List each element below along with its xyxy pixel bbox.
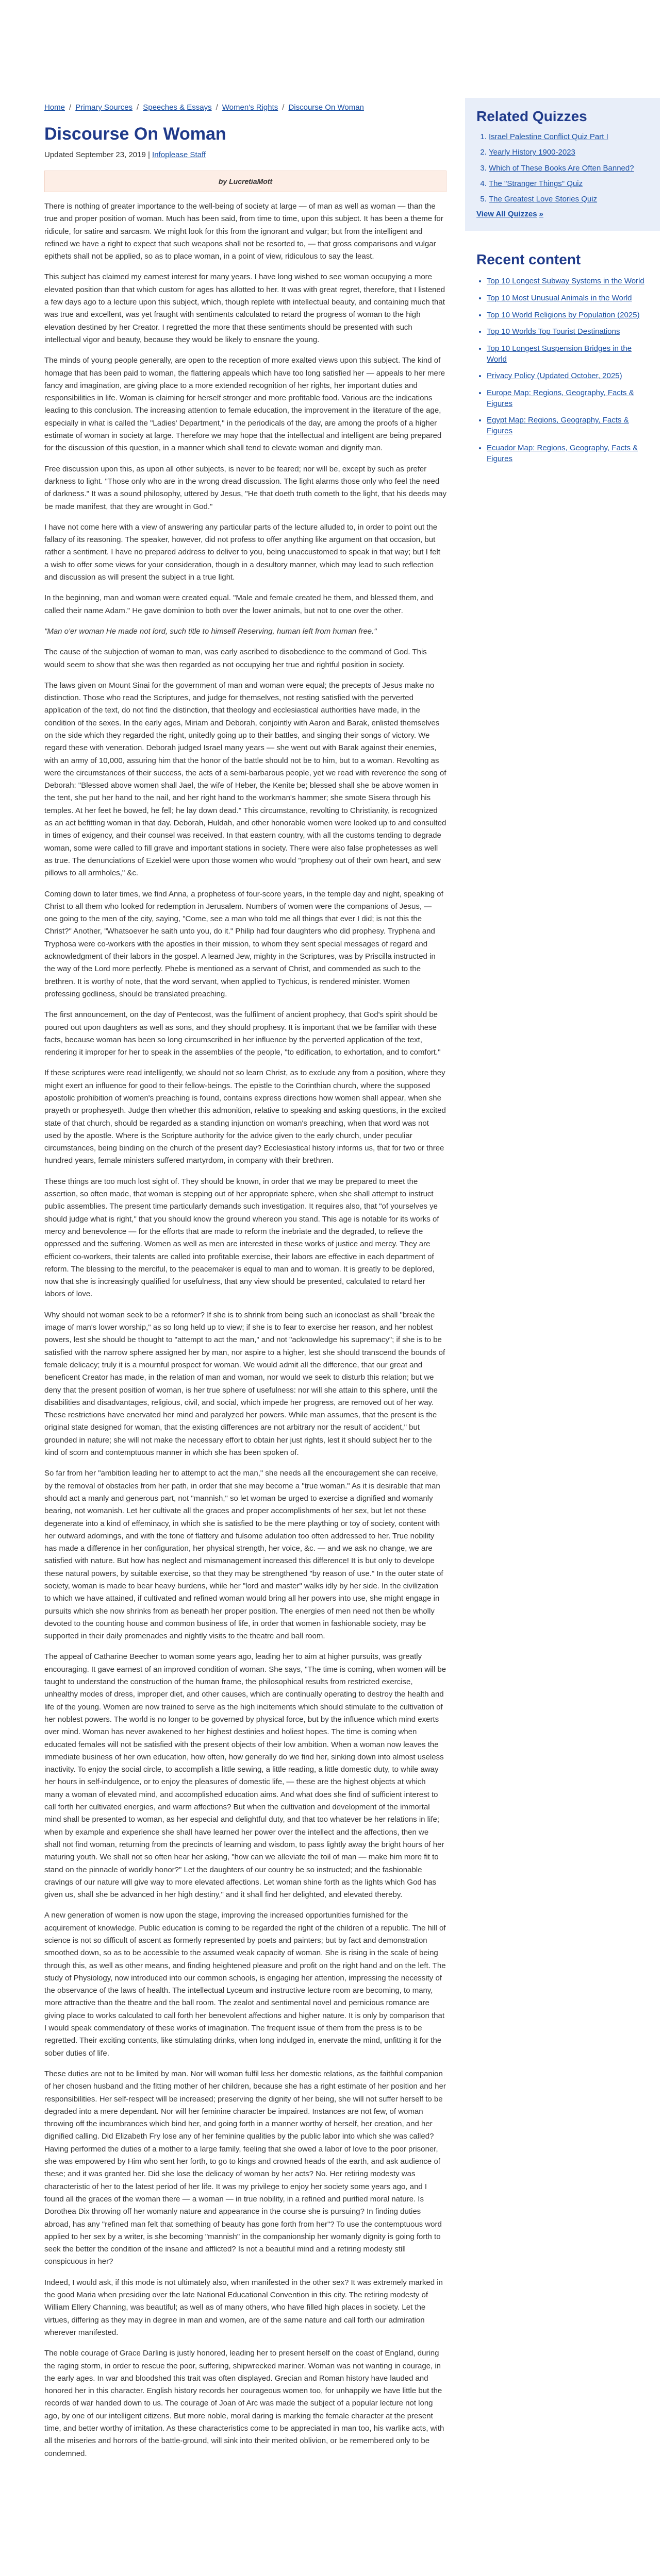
recent-content-link[interactable]: Egypt Map: Regions, Geography, Facts & Figures [487, 416, 629, 436]
article-paragraph: I have not come here with a view of answering any particular parts of the lecture alluded to, in order to point out the fallacy of its reasoning. The speaker, however, did not profess to offer anything like argument on that occasion, but rather a sentiment. I have no prepared address to deliver to you, being unaccustomed to speak in that way; but I felt a wish to offer some views for your consideration, though in a desultory manner, which may lead to such reflection and discussion as will present the subject in a true light. [44, 522, 440, 582]
byline: by LucretiaMott [218, 177, 273, 185]
related-quiz-item[interactable] [489, 132, 649, 142]
related-quiz-item[interactable] [489, 147, 649, 158]
article-paragraph: There is nothing of greater importance to the well-being of society at large — of man as well as woman — than the true and proper position of woman. Much has been said, from time to time, upon this subject. It has been a theme for ridicule, for satire and sarcasm. We might look for this from the ignorant and vulgar; but from the intelligent and refined we have a right to expect that such weapons shall not be resorted to, — that gross comparisons and vulgar epithets shall not be applied, so as to place woman, in a point of view, ridiculous to say the least. [44, 202, 443, 261]
recent-content-item[interactable] [487, 276, 649, 287]
view-all-quizzes-link[interactable] [476, 210, 649, 218]
article-paragraph: The cause of the subjection of woman to man, was early ascribed to disobedience to the command of God. This would seem to show that she was then regarded as not occupying her true and rightful position in society. [44, 648, 427, 669]
breadcrumb-separator: / [216, 103, 218, 112]
recent-content-link[interactable]: Top 10 Longest Subway Systems in the World [487, 277, 644, 286]
breadcrumb-separator: / [137, 103, 139, 112]
related-quizzes-list [476, 132, 649, 205]
recent-content-link[interactable]: Top 10 Longest Suspension Bridges in the World [487, 344, 632, 364]
article-paragraph: Free discussion upon this, as upon all other subjects, is never to be feared; nor will be, except by such as prefer darkness to light. "Those only who are in the wrong dread discussion. The light alarms those only who feel the need of darkness." It was a sound philosophy, uttered by Jesus, "He that doeth truth cometh to the light, that his deeds may be made manifest, that they are wrought in God." [44, 464, 446, 511]
article-paragraph: So far from her "ambition leading her to attempt to act the man," she needs all the encouragement she can receive, by the removal of obstacles from her path, in order that she may become a "true woman." As it is desirable that man should act a manly and generous part, not "mannish," so let woman be urged to exercise a dignified and womanly bearing, not womanish. Let her cultivate all the graces and proper accomplishments of her sex, but let not these degenerate into a kind of effeminacy, in which she is satisfied to be the mere plaything or toy of society, content with her outward adornings, and with the tone of flattery and fulsome adulation too often addressed to her. True nobility has made a difference in her configuration, her physical strength, her voice, &c. — and we ask no change, we are satisfied with nature. But how has neglect and mismanagement increased this difference! It is but only to develope these natural powers, by suitable exercise, so that they may be strengthened "by reason of use." In the outer state of society, woman is made to bear heavy burdens, while her "lord and master" walks idly by her side. In the civilization to which we have attained, if cultivated and refined woman would bring all her powers into use, she might engage in pursuits which she now shrinks from as beneath her proper position. The energies of men need not then be wholly devoted to the counting house and common business of life, in order that women in fashionable society, may be supported in their daily promenades and nightly visits to the theatre and ball room. [44, 1469, 443, 1641]
article-paragraph: The noble courage of Grace Darling is justly honored, leading her to present herself on the coast of England, during the raging storm, in order to rescue the poor, suffering, shipwrecked mariner. Woman was not wanting in courage, in the early ages. In war and bloodshed this trait was often displayed. Grecian and Roman history have lauded and honored her in this character. English history records her courageous women too, for unhappily we have little but the records of war handed down to us. The courage of Joan of Arc was made the subject of a popular lecture not long ago, by one of our intelligent citizens. But more noble, moral daring is marking the female character at the present time, and better worthy of imitation. As these characteristics come to be appreciated in man too, his warlike acts, with all the miseries and horrors of the battle-ground, will sink into their merited oblivion, or be remembered only to be condemned. [44, 2349, 444, 2458]
recent-content-item[interactable] [487, 443, 649, 464]
article-paragraph: These duties are not to be limited by man. Nor will woman fulfil less her domestic relations, as the faithful companion of her chosen husband and the fitting mother of her children, because she has a right estimate of her position and her responsibilities. Her self-respect will be increased; preserving the dignity of her being, she will not suffer herself to be degraded into a mere dependant. Nor will her feminine character be impaired. Instances are not few, of woman throwing off the incumbrances which bind her, and going forth in a manner worthy of herself, her creation, and her dignified calling. Did Elizabeth Fry lose any of her feminine qualities by the public labor into which she was called? Having performed the duties of a mother to a large family, feeling that she owed a labor of love to the poor prisoner, she was empowered by Him who sent her forth, to go to kings and crowned heads of the earth, and ask audience of these; and it was granted her. Did she lose the delicacy of woman by her acts? No. Her retiring modesty was characteristic of her to the latest period of her life. It was my privilege to enjoy her society some years ago, and I found all the graces of the woman there — a woman — in true nobility, in a refined and purified moral nature. Is Dorothea Dix throwing off her womanly nature and appearance in the course she is pursuing? In finding duties abroad, has any "refined man felt that something of beauty has gone forth from her"? To use the contemptuous word applied to her sex by a writer, is she becoming "mannish" in the companionship her womanly dignity is going forth to seek the better the condition of the insane and afflicted? Is not a beautiful mind and a retiring modesty still conspicuous in her? [44, 2069, 446, 2266]
recent-content-heading: Recent content [476, 251, 581, 268]
recent-content-item[interactable] [487, 371, 649, 382]
article-quote: "Man o'er woman He made not lord, such title to himself Reserving, human left from human free." [44, 626, 377, 636]
related-quizzes-widget [465, 98, 660, 231]
recent-content-link[interactable]: Europe Map: Regions, Geography, Facts & Figures [487, 388, 634, 408]
article-paragraph: Indeed, I would ask, if this mode is not ultimately also, when manifested in the other sex? It was extremely marked in the good Maria when presiding over the late National Educational Convention in this city. The retiring modesty of William Ellery Channing, was beautiful; as well as of many others, who have filled high places in society. Let the virtues, differing as they may in degree in man and women, are of the same nature and call forth our admiration wherever manifested. [44, 2278, 443, 2337]
article-paragraph: A new generation of women is now upon the stage, improving the increased opportunities furnished for the acquirement of knowledge. Public education is coming to be regarded the right of the children of a republic. The hill of science is not so difficult of ascent as formerly represented by poets and painters; but by fact and demonstration smoothed down, so as to be accessible to the assumed weak capacity of woman. She is rising in the scale of being through this, as well as other means, and finding heightened pleasure and profit on the right hand and on the left. The study of Physiology, now introduced into our common schools, is engaging her attention, impressing the necessity of the observance of the laws of health. The intellectual Lyceum and instructive lecture room are becoming, to many, more attractive than the theatre and the ball room. The zealot and sentimental novel and pernicious romance are giving place to works calculated to call forth her benevolent affections and higher nature. It is only by comparison that I would speak commendatory of these works of imagination. The frequent issue of them from the press is to be regretted. Their exciting contents, like stimulating drinks, when long indulged in, enervate the mind, unfitting it for the sober duties of life. [44, 1911, 446, 2058]
recent-content-item[interactable] [487, 344, 649, 365]
related-quiz-item[interactable] [489, 179, 649, 189]
recent-content-link[interactable]: Ecuador Map: Regions, Geography, Facts & Figures [487, 443, 638, 463]
breadcrumb-current-page[interactable]: Discourse On Woman [288, 103, 364, 112]
article-paragraph: The first announcement, on the day of Pentecost, was the fulfilment of ancient prophecy, that God's spirit should be poured out upon daughters as well as sons, and they should prophesy. It is important that we be familiar with these facts, because woman has been so long circumscribed in her influence by the perverted application of the text, rendering it improper for her to speak in the assemblies of the people, "to edification, to exhortation, and to comfort." [44, 1010, 441, 1057]
sidebar [465, 98, 660, 470]
related-quiz-link[interactable]: Which of These Books Are Often Banned? [489, 163, 634, 173]
recent-content-item[interactable] [487, 388, 649, 409]
recent-content-link[interactable]: Privacy Policy (Updated October, 2025) [487, 371, 622, 381]
related-quiz-link[interactable]: The Greatest Love Stories Quiz [489, 195, 598, 204]
breadcrumb-separator: / [282, 103, 285, 112]
article-paragraph: These things are too much lost sight of. They should be known, in order that we may be prepared to meet the assertion, so often made, that woman is stepping out of her appropriate sphere, when she shall attempt to instruct public assemblies. The present time particularly demands such investigation. It requires also, that "of yourselves ye should judge what is right," that you should know the ground whereon you stand. This age is notable for its works of mercy and benevolence — for the efforts that are made to reform the inebriate and the degraded, to relieve the oppressed and the suffering. Women as well as men are interested in these works of justice and mercy. They are efficient co-workers, their talents are called into profitable exercise, their labors are effective in each department of reform. The blessing to the merciful, to the peacemaker is equal to man and to woman. It is greatly to be deplored, now that she is increasingly qualified for usefulness, that any view should be presented, calculated to retard her labors of love. [44, 1177, 439, 1299]
recent-content-link[interactable]: Top 10 Worlds Top Tourist Destinations [487, 327, 620, 336]
recent-content-item[interactable] [487, 415, 649, 436]
article-paragraph: If these scriptures were read intelligently, we should not so learn Christ, as to exclude any from a position, where they might exert an influence for good to their fellow-beings. The epistle to the Corinthian church, where the supposed apostolic prohibition of women's preaching is found, contains express directions how women shall appear, when she prayeth or prophesyeth. Judge then whether this admonition, relative to speaking and asking questions, in the excited state of that church, should be regarded as a standing injunction on woman's preaching, when that word was not used by the apostle. Where is the Scripture authority for the advice given to the early church, under peculiar circumstances, being binding on the church of the present day? Ecclesiastical history informs us, that for two or three hundred years, female ministers suffered martyrdom, in company with their brethren. [44, 1069, 446, 1165]
recent-content-item[interactable] [487, 293, 649, 304]
recent-content-item[interactable] [487, 327, 649, 337]
recent-content-list [476, 276, 649, 464]
article-paragraph: The appeal of Catharine Beecher to woman some years ago, leading her to aim at higher pursuits, was greatly encouraging. It gave earnest of an improved condition of woman. She says, "The time is coming, when women will be taught to understand the construction of the human frame, the philosophical results from restricted exercise, unhealthy modes of dress, improper diet, and other causes, which are continually operating to destroy the health and life of the young. Women are now trained to serve as the high incitements which should stimulate to the cultivation of her noblest powers. The world is no longer to be governed by physical force, but by the influence which mind exerts over mind. Woman has never awakened to her highest destinies and holiest hopes. The time is coming when educated females will not be satisfied with the present objects of their low ambition. When a woman now leaves the immediate business of her own education, how often, how generally do we find her, sinking down into almost useless inactivity. To enjoy the social circle, to accomplish a little sewing, a little reading, a little domestic duty, to while away her hours in self-indulgence, or to enjoy the pleasures of domestic life, — these are the highest objects at which many a woman of elevated mind, and accomplished education aims. And what does she find of sufficient interest to call forth her cultivated energies, and warm affections? But when the cultivation and development of the immortal mind shall be presented to woman, as her especial and delightful duty, and that too whatever be her relations in life; when by example and experience she shall have learned her power over the intellect and the affections, then we shall not find woman, returning from the precincts of learning and wisdom, to pass lightly away the bright hours of her maturing youth. We shall not so often hear her asking, "how can we alleviate the toil of man — make him more fit to stand on the pinnacle of worldly honor?" Let the daughters of our country be so instructed; and the fashionable cravings of our nature will give way to more elevated affections. Let woman shine forth as the lights which God has given us, shall she be advanced in her high destiny," and it shall find her delighted, and elevated thereby. [44, 1652, 446, 1900]
article-body [44, 200, 446, 2460]
article-paragraph: Why should not woman seek to be a reformer? If she is to shrink from being such an iconoclast as shall "break the image of man's lower worship," as so long held up to view; if she is to fear to exercise her reason, and her noblest powers, lest she should be thought to "attempt to act the man," and not "acknowledge his supremacy"; if she is to be satisfied with the narrow sphere assigned her by man, nor aspire to a higher, lest she should transcend the bounds of female delicacy; truly it is a mournful prospect for woman. We would admit all the difference, that our great and beneficent Creator has made, in the relation of man and woman, nor would we seek to disturb this relation; but we deny that the present position of woman, is her true sphere of usefulness: nor will she attain to this sphere, until the disabilities and disadvantages, religious, civil, and social, which impede her progress, are removed out of her way. These restrictions have enervated her mind and paralyzed her powers. While man assumes, that the present is the original state designed for woman, that the existing differences are not arbitrary nor the result of accident," but grounded in nature; she will not make the necessary effort to obtain her just rights, lest it should subject her to the kind of scorn and contemptuous manner in which she has been spoken of. [44, 1310, 445, 1458]
page-title: Discourse On Woman [44, 124, 226, 144]
article-paragraph: Coming down to later times, we find Anna, a prophetess of four-score years, in the temple day and night, speaking of Christ to all them who looked for redemption in Jerusalem. Numbers of women were the companions of Jesus, — one going to the men of the city, saying, "Come, see a man who told me all things that ever I did; is not this the Christ?" Another, "Whatsoever he saith unto you, do it." Philip had four daughters who did prophesy. Tryphena and Tryphosa were co-workers with the apostles in their mission, to whom they sent special messages of regard and acknowledgment of their labors in the gospel. A learned Jew, mighty in the Scriptures, was by Priscilla instructed in the way of the Lord more perfectly. Phebe is mentioned as a servant of Christ, and commended as such to the brethren. It is worthy of note, that the word servant, when applied to Tychicus, is rendered minister. Women professing godliness, should be translated preaching. [44, 889, 443, 998]
breadcrumb-home[interactable]: Home [44, 103, 65, 112]
related-quiz-link[interactable]: The "Stranger Things" Quiz [489, 179, 583, 188]
article-meta [44, 150, 446, 159]
view-all-quizzes-label[interactable]: View All Quizzes [476, 210, 537, 219]
related-quiz-link[interactable]: Yearly History 1900-2023 [489, 148, 575, 157]
main-content [44, 0, 446, 2468]
related-quiz-item[interactable] [489, 163, 649, 174]
article-paragraph: The laws given on Mount Sinai for the government of man and woman were equal; the precepts of Jesus make no distinction. Those who read the Scriptures, and judge for themselves, not resting satisfied with the perverted application of the text, do not find the distinction, that theology and ecclesiastical authorities have made, in the condition of the sexes. In the early ages, Miriam and Deborah, conjointly with Aaron and Barak, enlisted themselves on the side which they regarded the right, unitedly going up to their battles, and singing their songs of victory. We regard these with veneration. Deborah judged Israel many years — she went out with Barak against their enemies, with an army of 10,000, assuring him that the honor of the battle should not be to him, but to a woman. Revolting as were the circumstances of their success, the acts of a semi-barbarous people, yet we read with reverence the song of Deborah: "Blessed above women shall Jael, the wife of Heber, the Kenite be; blessed shall she be above women in the tent, she put her hand to the nail, and her right hand to the workman's hammer; she smote Sisera through his temples. At her feet he bowed, he fell; he lay down dead." This circumstance, revolting to Christianity, is recognized as an act befitting woman in that day. Deborah, Huldah, and other honorable women were looked up to and consulted in times of exigency, and their counsel was received. In that eastern country, with all the customs tending to degrade woman, some were called to fill grave and important stations in society. There were also false prophetesses as well as true. The denunciations of Ezekiel were upon those women who would "prophesy out of their own heart, and sew pillows to all armholes," &c. [44, 681, 446, 878]
recent-content-link[interactable]: Top 10 World Religions by Population (2025) [487, 310, 640, 319]
breadcrumb-speeches-essays[interactable]: Speeches & Essays [143, 103, 212, 112]
article-paragraph: In the beginning, man and woman were created equal. "Male and female created he them, and blessed them, and called their name Adam." He gave dominion to both over the lower animals, but not to one over the other. [44, 594, 434, 615]
related-quizzes-heading: Related Quizzes [476, 108, 587, 124]
author-link[interactable]: Infoplease Staff [152, 150, 206, 159]
related-quiz-link[interactable]: Israel Palestine Conflict Quiz Part I [489, 132, 608, 141]
double-chevron-right-icon: » [539, 210, 543, 219]
article-paragraph: The minds of young people generally, are open to the reception of more exalted views upon this subject. The kind of homage that has been paid to woman, the flattering appeals which have too long satisfied her — appeals to her mere fancy and imagination, are giving place to a more extended recognition of her rights, her important duties and responsibilities in life. Woman is claiming for herself stronger and more profitable food. Various are the indications leading to this conclusion. The increasing attention to female education, the improvement in the literature of the age, especially in what is called the "Ladies' Department," in the periodicals of the day, are among the proofs of a higher estimate of woman in society at large. Therefore we may hope that the intellectual and intelligent are being prepared for the discussion of this question, in a manner which shall tend to elevate woman and dignify man. [44, 356, 445, 453]
updated-date: Updated September 23, 2019 | [44, 150, 150, 159]
breadcrumb-separator: / [69, 103, 72, 112]
recent-content-widget [465, 251, 660, 464]
article-paragraph: This subject has claimed my earnest interest for many years. I have long wished to see woman occupying a more elevated position than that which custom for ages has allotted to her. It was with great regret, therefore, that I listened a few days ago to a lecture upon this subject, which, though replete with intellectual beauty, and containing much that was true and excellent, was yet fraught with sentiments calculated to retard the progress of woman to the high elevation destined by her Creator. I regretted the more that these sentiments should be presented with such intellectual vigor and beauty, because they would be likely to ensnare the young. [44, 273, 445, 344]
breadcrumb-womens-rights[interactable]: Women's Rights [222, 103, 278, 112]
related-quiz-item[interactable] [489, 194, 649, 205]
breadcrumb [44, 103, 446, 112]
byline-box [44, 171, 446, 192]
recent-content-item[interactable] [487, 310, 649, 321]
recent-content-link[interactable]: Top 10 Most Unusual Animals in the World [487, 293, 632, 302]
breadcrumb-primary-sources[interactable]: Primary Sources [75, 103, 133, 112]
